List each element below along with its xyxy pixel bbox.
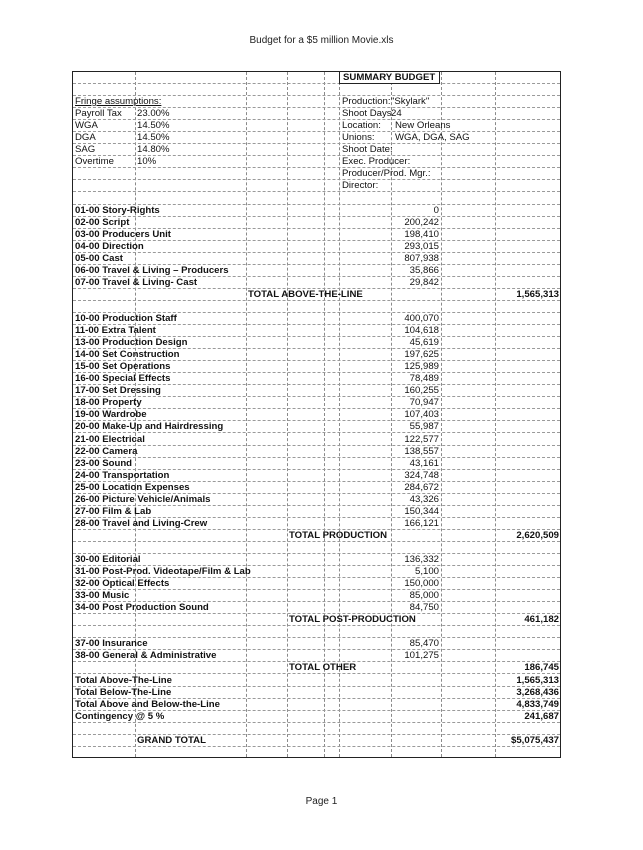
production-info-label[interactable]: Production:	[342, 96, 391, 108]
line-item-amount[interactable]: 78,489	[409, 373, 439, 385]
table-row	[73, 735, 560, 747]
table-row	[73, 530, 560, 542]
line-item-label[interactable]: 32-00 Optical Effects	[75, 578, 170, 590]
summary-amount[interactable]: 3,268,436	[516, 686, 559, 698]
section-total-amount[interactable]: 1,565,313	[516, 288, 559, 300]
line-item-amount[interactable]: 107,403	[404, 409, 439, 421]
fringe-label[interactable]: SAG	[75, 144, 96, 156]
fringe-value[interactable]: 14.80%	[137, 144, 170, 156]
line-item-label[interactable]: 34-00 Post Production Sound	[75, 602, 209, 614]
fringe-label[interactable]: Payroll Tax	[75, 108, 122, 120]
line-item-label[interactable]: 18-00 Property	[75, 397, 142, 409]
grand-total-label[interactable]: GRAND TOTAL	[137, 734, 206, 746]
line-item-amount[interactable]: 104,618	[404, 325, 439, 337]
line-item-label[interactable]: 17-00 Set Dressing	[75, 385, 161, 397]
production-info-value[interactable]: 24	[391, 108, 402, 120]
grand-total-amount[interactable]: $5,075,437	[510, 734, 559, 746]
fringe-label[interactable]: Overtime	[75, 156, 114, 168]
line-item-amount[interactable]: 101,275	[404, 650, 439, 662]
line-item-amount[interactable]: 43,161	[409, 457, 439, 469]
line-item-amount[interactable]: 197,625	[404, 349, 439, 361]
table-row	[73, 602, 560, 614]
summary-amount[interactable]: 241,687	[524, 710, 559, 722]
table-row	[73, 373, 560, 385]
summary-label[interactable]: Total Below-The-Line	[75, 686, 172, 698]
production-info-value[interactable]: WGA, DGA, SAG	[395, 132, 470, 144]
production-info-label[interactable]: Director:	[342, 180, 379, 192]
line-item-amount[interactable]: 293,015	[404, 240, 439, 252]
table-row	[73, 687, 560, 699]
table-row	[73, 662, 560, 674]
table-row	[73, 626, 560, 638]
section-total-amount[interactable]: 186,745	[524, 662, 559, 674]
line-item-label[interactable]: 14-00 Set Construction	[75, 349, 180, 361]
line-item-label[interactable]: 21-00 Electrical	[75, 433, 145, 445]
line-item-label[interactable]: 31-00 Post-Prod. Videotape/Film & Lab	[75, 566, 251, 578]
table-row	[73, 675, 560, 687]
line-item-label[interactable]: 03-00 Producers Unit	[75, 228, 171, 240]
summary-label[interactable]: Total Above-The-Line	[75, 674, 173, 686]
line-item-amount[interactable]: 70,947	[409, 397, 439, 409]
table-row	[73, 518, 560, 530]
line-item-amount[interactable]: 324,748	[404, 469, 439, 481]
line-item-amount[interactable]: 29,842	[409, 276, 439, 288]
production-info-label[interactable]: Exec. Producer:	[342, 156, 411, 168]
line-item-amount[interactable]: 198,410	[404, 228, 439, 240]
table-row	[73, 650, 560, 662]
table-row	[73, 638, 560, 650]
line-item-label[interactable]: 38-00 General & Administrative	[75, 650, 217, 662]
document-title: Budget for a $5 million Movie.xls	[249, 35, 394, 46]
line-item-label[interactable]: 30-00 Editorial	[75, 554, 141, 565]
table-row	[73, 265, 560, 277]
line-item-label[interactable]: 22-00 Camera	[75, 445, 138, 457]
line-item-label[interactable]: 26-00 Picture Vehicle/Animals	[75, 493, 211, 505]
line-item-amount[interactable]: 0	[433, 204, 439, 216]
table-row	[73, 193, 560, 205]
fringe-heading[interactable]: Fringe assumptions:	[75, 96, 162, 108]
summary-budget-title: SUMMARY BUDGET	[339, 71, 440, 84]
production-info-value[interactable]: "Skylark"	[391, 96, 430, 108]
summary-label[interactable]: Total Above and Below-the-Line	[75, 698, 220, 710]
line-item-label[interactable]: 07-00 Travel & Living- Cast	[75, 276, 198, 288]
table-row	[73, 554, 560, 566]
table-row	[73, 241, 560, 253]
page-footer: Page 1	[305, 796, 338, 807]
table-row	[73, 397, 560, 409]
table-row	[73, 578, 560, 590]
line-item-amount[interactable]: 55,987	[409, 421, 439, 433]
table-row	[73, 277, 560, 289]
table-row	[73, 72, 560, 84]
line-item-amount[interactable]: 35,866	[409, 264, 439, 276]
line-item-amount[interactable]: 125,989	[404, 361, 439, 373]
table-row	[73, 506, 560, 518]
table-row	[73, 156, 560, 168]
line-item-amount[interactable]: 45,619	[409, 337, 439, 349]
table-row	[73, 614, 560, 626]
line-item-label[interactable]: 05-00 Cast	[75, 252, 123, 264]
line-item-label[interactable]: 06-00 Travel & Living – Producers	[75, 264, 229, 276]
line-item-label[interactable]: 24-00 Transportation	[75, 469, 170, 481]
table-row	[73, 229, 560, 241]
fringe-label[interactable]: WGA	[75, 120, 98, 132]
line-item-label[interactable]: 15-00 Set Operations	[75, 361, 171, 373]
table-row	[73, 385, 560, 397]
table-row	[73, 711, 560, 723]
table-row	[73, 409, 560, 421]
line-item-label[interactable]: 23-00 Sound	[75, 457, 133, 469]
table-row	[73, 434, 560, 446]
table-row	[73, 494, 560, 506]
line-item-label[interactable]: 16-00 Special Effects	[75, 373, 171, 385]
line-item-label[interactable]: 33-00 Music	[75, 590, 130, 602]
table-row	[73, 301, 560, 313]
section-total-amount[interactable]: 461,182	[524, 614, 559, 626]
line-item-label[interactable]: 11-00 Extra Talent	[75, 325, 156, 337]
line-item-amount[interactable]: 284,672	[404, 481, 439, 493]
line-item-amount[interactable]: 400,070	[404, 313, 439, 324]
summary-amount[interactable]: 4,833,749	[516, 698, 559, 710]
table-row	[73, 325, 560, 337]
table-row	[73, 747, 560, 759]
line-item-amount[interactable]: 136,332	[404, 554, 439, 565]
table-row	[73, 470, 560, 482]
line-item-amount[interactable]: 166,121	[404, 517, 439, 529]
table-row	[73, 566, 560, 578]
line-item-label[interactable]: 28-00 Travel and Living-Crew	[75, 517, 208, 529]
table-row	[73, 132, 560, 144]
section-total-label[interactable]: TOTAL ABOVE-THE-LINE	[248, 288, 363, 300]
fringe-value[interactable]: 10%	[137, 156, 157, 168]
production-info-label[interactable]: Shoot Days	[342, 108, 392, 120]
fringe-value[interactable]: 14.50%	[137, 120, 170, 132]
table-row	[73, 590, 560, 602]
section-total-label[interactable]: TOTAL PRODUCTION	[289, 529, 388, 541]
production-info-label[interactable]: Unions:	[342, 132, 375, 144]
line-item-label[interactable]: 37-00 Insurance	[75, 638, 148, 650]
line-item-amount[interactable]: 150,344	[404, 505, 439, 517]
line-item-label[interactable]: 25-00 Location Expenses	[75, 481, 190, 493]
table-row	[73, 446, 560, 458]
table-row	[73, 313, 560, 325]
budget-spreadsheet	[72, 71, 561, 758]
table-row	[73, 542, 560, 554]
production-info-label[interactable]: Shoot Date:	[342, 144, 393, 156]
table-row	[73, 289, 560, 301]
table-row	[73, 108, 560, 120]
table-row	[73, 84, 560, 96]
production-info-value[interactable]: New Orleans	[395, 120, 451, 132]
table-row	[73, 349, 560, 361]
line-item-amount[interactable]: 84,750	[409, 602, 439, 614]
summary-amount[interactable]: 1,565,313	[516, 674, 559, 686]
table-row	[73, 144, 560, 156]
summary-label[interactable]: Contingency @ 5 %	[75, 710, 165, 722]
table-row	[73, 217, 560, 229]
fringe-value[interactable]: 14.50%	[137, 132, 170, 144]
line-item-label[interactable]: 01-00 Story-Rights	[75, 204, 160, 216]
production-info-label[interactable]: Producer/Prod. Mgr.:	[342, 168, 431, 180]
table-row	[73, 168, 560, 180]
line-item-label[interactable]: 19-00 Wardrobe	[75, 409, 147, 421]
table-row	[73, 205, 560, 217]
table-row	[73, 120, 560, 132]
line-item-amount[interactable]: 138,557	[404, 445, 439, 457]
line-item-label[interactable]: 04-00 Direction	[75, 240, 144, 252]
line-item-amount[interactable]: 160,255	[404, 385, 439, 397]
table-row	[73, 421, 560, 433]
table-row	[73, 361, 560, 373]
table-row	[73, 723, 560, 735]
table-row	[73, 253, 560, 265]
line-item-amount[interactable]: 5,100	[414, 566, 439, 578]
production-info-label[interactable]: Location:	[342, 120, 381, 132]
table-row	[73, 96, 560, 108]
line-item-amount[interactable]: 122,577	[404, 433, 439, 445]
line-item-amount[interactable]: 85,470	[409, 638, 439, 650]
table-row	[73, 458, 560, 470]
line-item-label[interactable]: 13-00 Production Design	[75, 337, 188, 349]
line-item-amount[interactable]: 43,326	[409, 493, 439, 505]
fringe-label[interactable]: DGA	[75, 132, 96, 144]
table-row	[73, 337, 560, 349]
line-item-amount[interactable]: 150,000	[404, 578, 439, 590]
section-total-label[interactable]: TOTAL OTHER	[289, 662, 357, 674]
section-total-label[interactable]: TOTAL POST-PRODUCTION	[289, 614, 416, 626]
section-total-amount[interactable]: 2,620,509	[516, 529, 559, 541]
table-row	[73, 482, 560, 494]
line-item-amount[interactable]: 85,000	[409, 590, 439, 602]
table-row	[73, 180, 560, 192]
fringe-value[interactable]: 23.00%	[137, 108, 170, 120]
line-item-label[interactable]: 02-00 Script	[75, 216, 130, 228]
line-item-label[interactable]: 10-00 Production Staff	[75, 313, 177, 324]
line-item-label[interactable]: 20-00 Make-Up and Hairdressing	[75, 421, 224, 433]
table-row	[73, 699, 560, 711]
line-item-amount[interactable]: 200,242	[404, 216, 439, 228]
line-item-amount[interactable]: 807,938	[404, 252, 439, 264]
line-item-label[interactable]: 27-00 Film & Lab	[75, 505, 152, 517]
